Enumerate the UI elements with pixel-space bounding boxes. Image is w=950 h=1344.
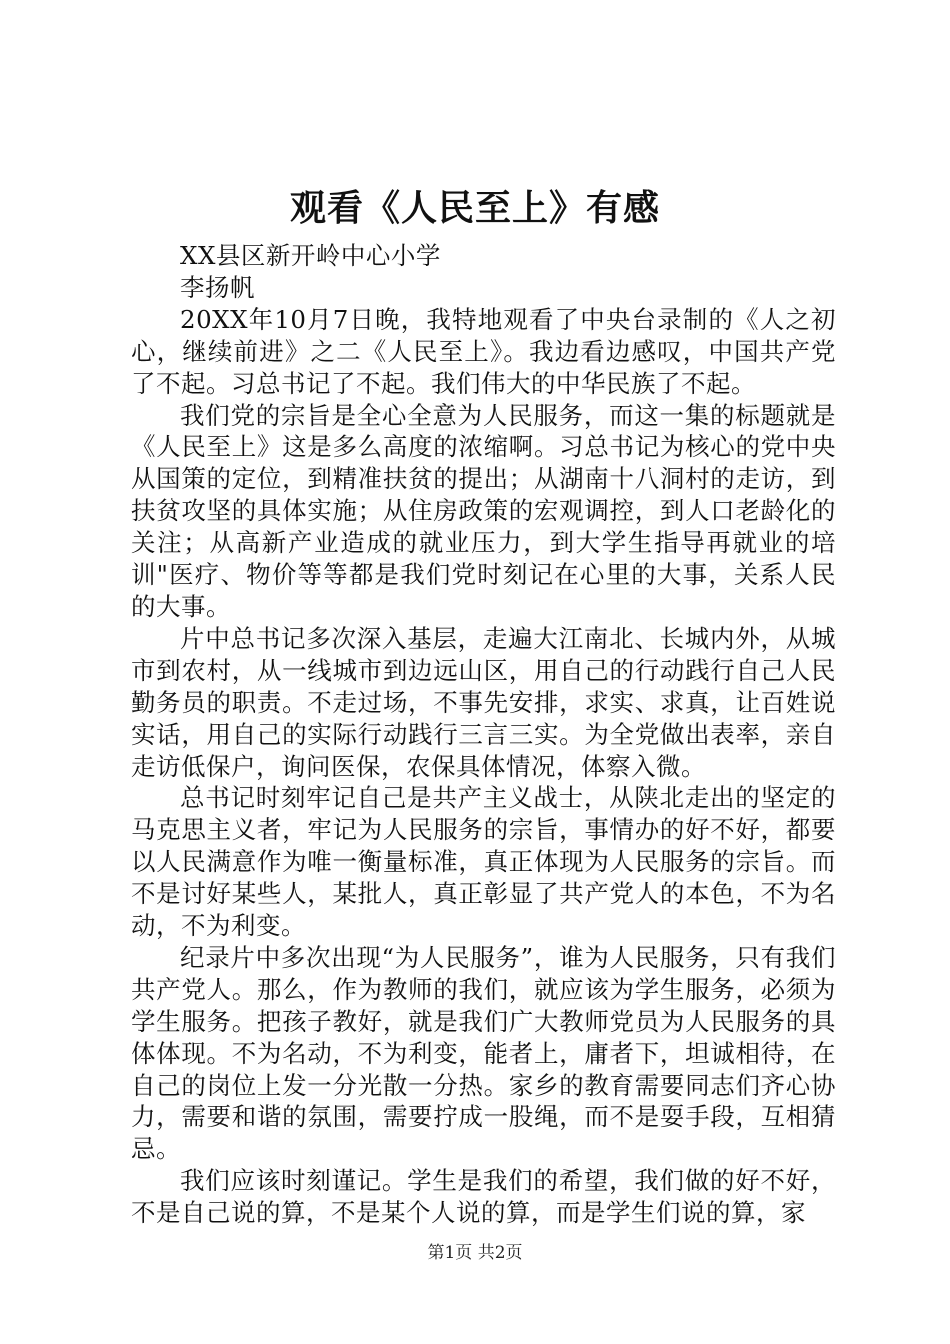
body-paragraph: 我们应该时刻谨记。学生是我们的希望，我们做的好不好，不是自己说的算，不是某个人说的算，而是学生们说的算，家 bbox=[131, 1166, 836, 1228]
author-name: 李扬帆 bbox=[180, 272, 255, 302]
body-paragraph: 纪录片中多次出现“为人民服务”，谁为人民服务，只有我们共产党人。那么，作为教师的我们，就应该为学生服务，必须为学生服务。把孩子教好，就是我们广大教师党员为人民服务的具体体现。不为名动，不为利变，能者上，庸者下，坦诚相待，在自己的岗位上发一分光散一分热。家乡的教育需要同志们齐心协力，需要和谐的氛围，需要拧成一股绳，而不是耍手段，互相猜忌。 bbox=[131, 942, 836, 1164]
document-body bbox=[131, 240, 836, 1229]
body-paragraph: 片中总书记多次深入基层，走遍大江南北、长城内外，从城市到农村，从一线城市到边远山区，用自己的行动践行自己人民勤务员的职责。不走过场，不事先安排，求实、求真，让百姓说实话，用自己的实际行动践行三言三实。为全党做出表率，亲自走访低保户，询问医保，农保具体情况，体察入微。 bbox=[131, 623, 836, 781]
page-number: 第1页 共2页 bbox=[427, 1243, 523, 1263]
body-paragraph: 总书记时刻牢记自己是共产主义战士，从陕北走出的坚定的马克思主义者，牢记为人民服务的宗旨，事情办的好不好，都要以人民满意作为唯一衡量标准，真正体现为人民服务的宗旨。而不是讨好某些人，某批人，真正彰显了共产党人的本色，不为名动，不为利变。 bbox=[131, 783, 836, 941]
document-title: 观看《人民至上》有感 bbox=[289, 187, 660, 229]
body-paragraph: 20XX年10月7日晚，我特地观看了中央台录制的《人之初心，继续前进》之二《人民至上》。我边看边感叹，中国共产党了不起。习总书记了不起。我们伟大的中华民族了不起。 bbox=[131, 304, 836, 398]
body-paragraph: 我们党的宗旨是全心全意为人民服务，而这一集的标题就是《人民至上》这是多么高度的浓缩啊。习总书记为核心的党中央从国策的定位，到精准扶贫的提出；从湖南十八洞村的走访，到扶贫攻坚的具体实施；从住房政策的宏观调控，到人口老龄化的关注；从高新产业造成的就业压力，到大学生指导再就业的培训"医疗、物价等等都是我们党时刻记在心里的大事，关系人民的大事。 bbox=[131, 400, 836, 621]
school-name: XX县区新开岭中心小学 bbox=[180, 241, 441, 270]
